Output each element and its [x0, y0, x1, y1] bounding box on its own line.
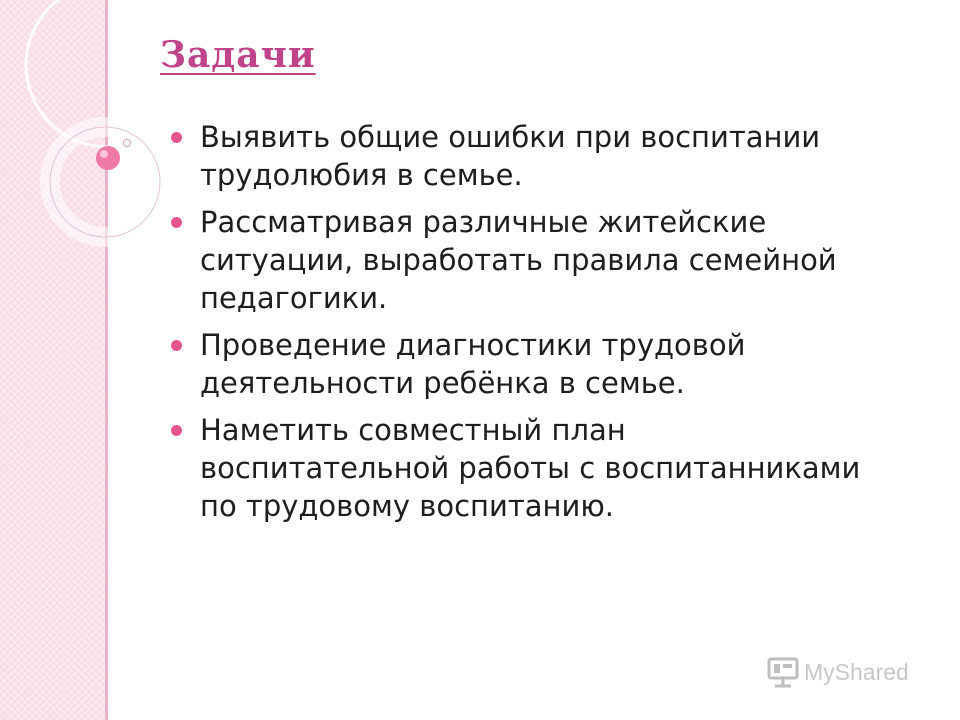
pink-dot	[96, 146, 120, 170]
myshared-watermark	[766, 656, 909, 688]
list-item-text: Проведение диагностики трудовой деятельности ребёнка в семье.	[200, 328, 746, 400]
bullet-icon	[171, 340, 182, 351]
presentation-board-icon	[766, 656, 800, 688]
slide-title: Задачи	[160, 34, 316, 76]
bullet-icon	[171, 425, 182, 436]
list-item-text: Наметить совместный план воспитательной работы с воспитанниками по трудовому воспитанию.	[200, 413, 861, 523]
small-ring	[50, 127, 160, 237]
list-item	[200, 326, 880, 402]
pink-dot-highlight	[100, 150, 108, 158]
task-list	[200, 118, 880, 534]
list-item	[200, 411, 880, 525]
list-item-text: Рассматривая различные житейские ситуации, выработать правила семейной педагогики.	[200, 205, 837, 315]
list-item-text: Выявить общие ошибки при воспитании трудолюбия в семье.	[200, 120, 821, 192]
watermark-text: MyShared	[804, 658, 909, 685]
bullet-icon	[171, 217, 182, 228]
list-item	[200, 118, 880, 194]
list-item	[200, 203, 880, 317]
bullet-icon	[171, 132, 182, 143]
